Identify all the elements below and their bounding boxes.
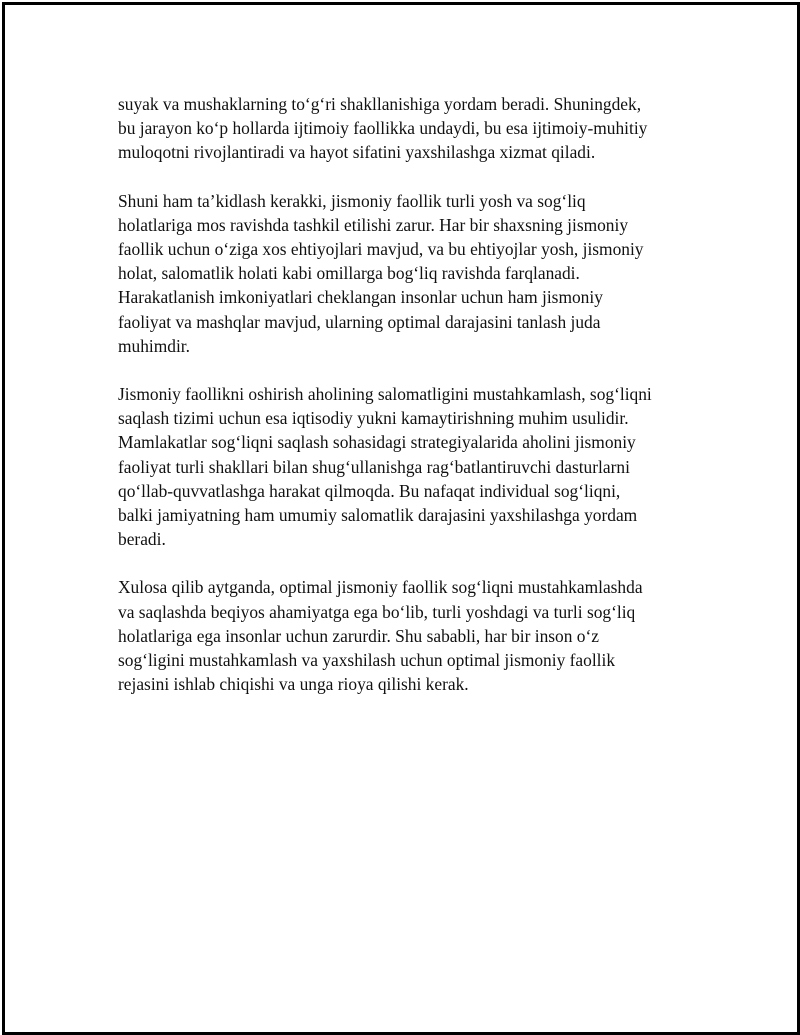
paragraph-2 — [118, 189, 688, 358]
text-line: faoliyat va mashqlar mavjud, ularning optimal darajasini tanlash juda — [118, 311, 601, 332]
text-line: holatlariga ega insonlar uchun zarurdir. Shu sababli, har bir inson o‘z — [118, 625, 600, 646]
text-line: Harakatlanish imkoniyatlari cheklangan insonlar uchun ham jismoniy — [118, 287, 603, 308]
text-line: va saqlashda beqiyos ahamiyatga ega bo‘lib, turli yoshdagi va turli sog‘liq — [118, 601, 636, 622]
text-line: muloqotni rivojlantiradi va hayot sifatini yaxshilashga xizmat qiladi. — [118, 142, 596, 163]
text-line: holat, salomatlik holati kabi omillarga bog‘liq ravishda farqlanadi. — [118, 263, 580, 284]
text-line: Xulosa qilib aytganda, optimal jismoniy faollik sog‘liqni mustahkamlashda — [118, 577, 643, 598]
paragraph-4 — [118, 575, 688, 696]
document-body — [118, 92, 688, 720]
text-line: qo‘llab-quvvatlashga harakat qilmoqda. Bu nafaqat individual sog‘liqni, — [118, 480, 621, 501]
text-line: beradi. — [118, 529, 166, 550]
text-line: suyak va mushaklarning to‘g‘ri shakllanishiga yordam beradi. Shuningdek, — [118, 94, 642, 114]
text-line: bu jarayon ko‘p hollarda ijtimoiy faollikka undaydi, bu esa ijtimoiy-muhitiy — [118, 118, 648, 139]
text-line: Mamlakatlar sog‘liqni saqlash sohasidagi strategiyalarida aholini jismoniy — [118, 432, 636, 453]
text-line: balki jamiyatning ham umumiy salomatlik darajasini yaxshilashga yordam — [118, 505, 638, 526]
text-line: Jismoniy faollikni oshirish aholining salomatligini mustahkamlash, sog‘liqni — [118, 384, 652, 405]
text-line: rejasini ishlab chiqishi va unga rioya qilishi kerak. — [118, 674, 469, 695]
text-line: muhimdir. — [118, 335, 190, 356]
text-line: faoliyat turli shakllari bilan shug‘ullanishga rag‘batlantiruvchi dasturlarni — [118, 456, 630, 477]
paragraph-1 — [118, 92, 688, 165]
text-line: sog‘ligini mustahkamlash va yaxshilash uchun optimal jismoniy faollik — [118, 650, 616, 671]
text-line: Shuni ham ta’kidlash kerakki, jismoniy faollik turli yosh va sog‘liq — [118, 190, 586, 211]
text-line: saqlash tizimi uchun esa iqtisodiy yukni kamaytirishning muhim usulidir. — [118, 408, 629, 429]
text-line: faollik uchun o‘ziga xos ehtiyojlari mavjud, va bu ehtiyojlar yosh, jismoniy — [118, 239, 644, 260]
paragraph-3 — [118, 382, 688, 551]
text-line: holatlariga mos ravishda tashkil etilishi zarur. Har bir shaxsning jismoniy — [118, 214, 629, 235]
